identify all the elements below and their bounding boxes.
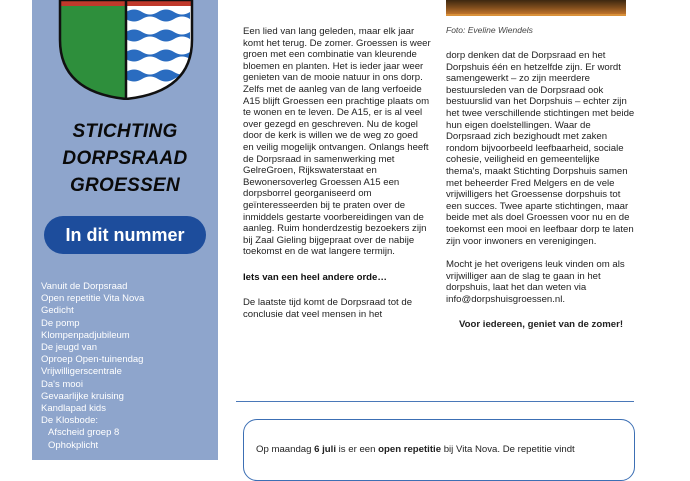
sidebar xyxy=(32,0,218,460)
article-column-left xyxy=(243,26,431,321)
sunset-photo xyxy=(446,0,626,16)
announcement-middle: is er een xyxy=(336,444,379,455)
org-name-line: GROESSEN xyxy=(69,175,181,196)
announcement-text xyxy=(256,444,628,456)
photo-credit: Foto: Eveline Wiendels xyxy=(446,25,533,35)
organization-name xyxy=(32,118,218,199)
toc-item[interactable]: Vanuit de Dorpsraad xyxy=(41,281,128,292)
toc-item[interactable]: Afscheid groep 8 xyxy=(48,427,120,439)
toc-item[interactable]: Klompenpadjubileum xyxy=(41,329,130,341)
toc-item[interactable]: Vrijwilligerscentrale xyxy=(41,366,122,378)
toc-item[interactable]: De Klosbode: xyxy=(41,415,99,427)
toc-item[interactable]: Gedicht xyxy=(41,305,74,317)
table-of-contents xyxy=(41,281,216,452)
closing-line: Voor iedereen, geniet van de zomer! xyxy=(458,319,624,331)
announcement-box xyxy=(243,419,635,481)
toc-item[interactable]: Ophokplicht xyxy=(48,439,99,451)
article-paragraph: dorp denken dat de Dorpsraad en het Dorpshuis één en hetzelfde zijn. Er wordt samengewerkt – zo zijn meerdere bestuursleden van de Dorpsraad ook bestuurslid van het Dorpshuis – echter zijn het twee verschillende stichtingen met beide hun eigen doelstellingen. Waar de Dorpsraad zich bezighoudt met zaken rondom bijvoorbeeld leefbaarheid, sociale cohesie, veiligheid en gemeentelijke thema's, maakt Stichting Dorpshuis samen met beheerder Fred Melgers en de vele vrijwilligers het Groessense dorpshuis tot een succes. Twee aparte stichtingen, maar beide met als doel Groessen voor nu en de toekomst een mooi en leefbaar dorp te laten zijn voor inwoners en verenigingen. xyxy=(446,50,635,247)
announcement-prefix: Op maandag xyxy=(256,444,315,455)
org-name-line: STICHTING xyxy=(72,121,178,142)
announcement-suffix: bij Vita Nova. De repetitie vindt xyxy=(441,444,575,455)
toc-item[interactable]: Gevaarlijke kruising xyxy=(41,390,124,402)
toc-item[interactable]: Oproep Open-tuinendag xyxy=(41,354,144,366)
section-heading: Iets van een heel andere orde… xyxy=(243,271,387,283)
article-paragraph: De laatste tijd komt de Dorpsraad tot de conclusie dat veel mensen in het xyxy=(243,297,413,321)
toc-item[interactable]: De pomp xyxy=(41,317,80,329)
article-paragraph: Mocht je het overigens leuk vinden om als vrijwilliger aan de slag te gaan in het dorpshuis, laat het dan weten via info@dorpshuisgroessen.nl. xyxy=(446,259,625,305)
announcement-event: open repetitie xyxy=(378,444,442,455)
article-column-right xyxy=(446,50,636,331)
toc-item[interactable]: Open repetitie Vita Nova xyxy=(41,293,145,305)
in-this-issue-button[interactable]: In dit nummer xyxy=(44,216,206,254)
announcement-date: 6 juli xyxy=(314,444,336,455)
toc-item[interactable]: Kandlapad kids xyxy=(41,403,106,415)
section-divider xyxy=(236,401,634,402)
article-paragraph: Een lied van lang geleden, maar elk jaar komt het terug. De zomer. Groessen is weer groen met een combinatie van kleurende bloemen en planten. Het is ieder jaar weer genieten van de mooie natuur in ons dorp. Zelfs met de aanleg van de lang verfoeide A15 blijft Groessen een prachtige plaats om te wonen en te leven. De A15, er is al veel over gezegd en geschreven. Nu de kogel door de kerk is willen we de weg zo goed en veilig mogelijk ontvangen. Onlangs heeft de Dorpsraad in samenwerking met GelreGroen, Rijkswaterstaat en Bewonersoverleg Groessen A15 een dorpsborrel georganiseerd om geïnteresseerden bij te praten over de inmiddels gestarte voorbereidingen van de aanleg. Ruim honderdzestig bezoekers zijn bij Zaal Gieling bijgepraat over de nabije toekomst en de wat langere termijn. xyxy=(243,26,431,258)
toc-item[interactable]: De jeugd van xyxy=(41,342,97,354)
coat-of-arms-icon xyxy=(46,0,206,100)
org-name-line: DORPSRAAD xyxy=(62,148,188,169)
toc-item[interactable]: Da's mooi xyxy=(41,378,83,390)
